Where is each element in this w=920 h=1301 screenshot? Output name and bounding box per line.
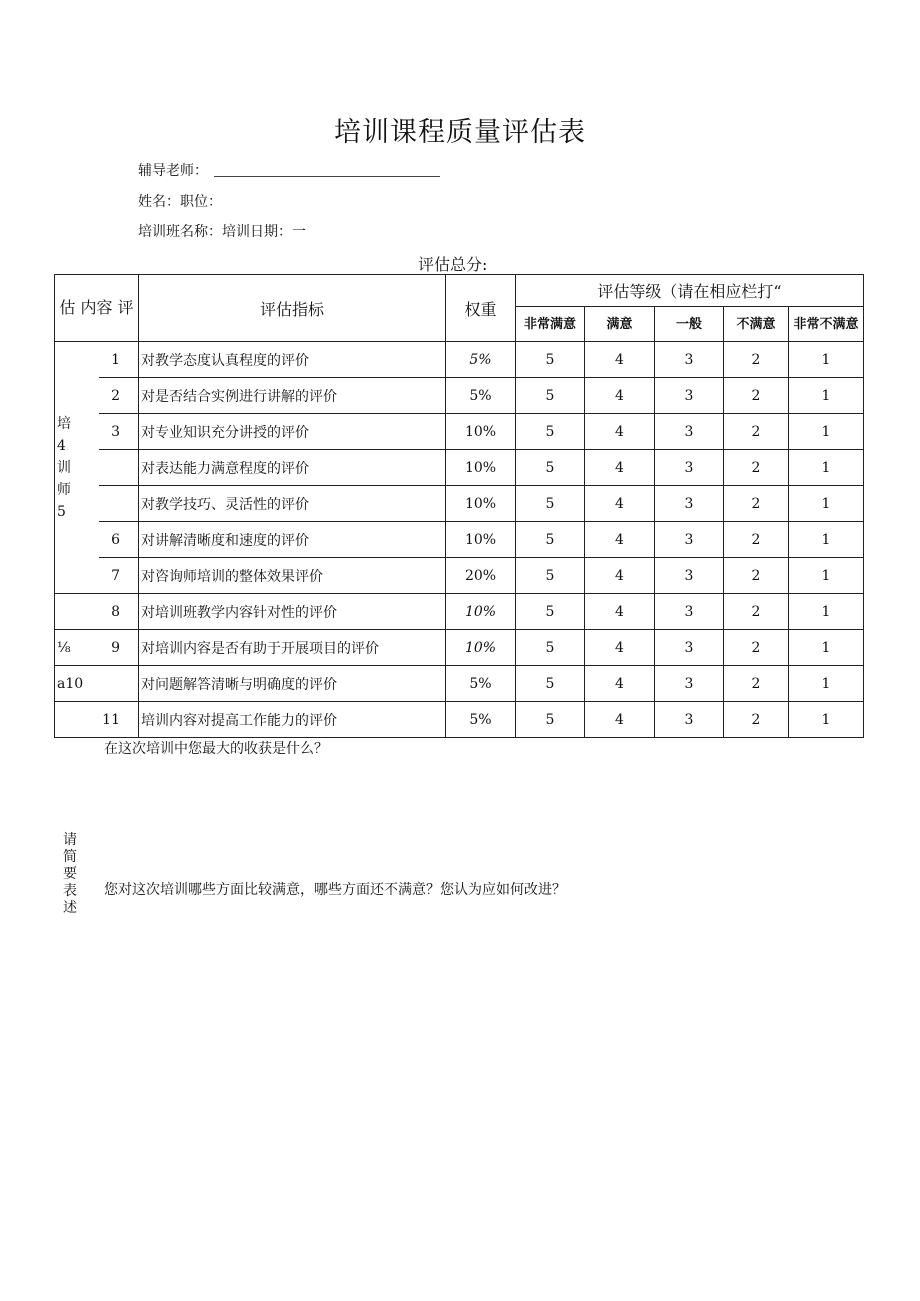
score-cell[interactable]: 4 <box>585 666 655 702</box>
score-cell[interactable]: 3 <box>655 666 724 702</box>
rating-header-very-unsatisfied: 非常不满意 <box>789 307 864 342</box>
indicator-cell: 对教学技巧、灵活性的评价 <box>139 486 446 522</box>
weight-cell: 10% <box>446 414 516 450</box>
score-cell[interactable]: 3 <box>655 630 724 666</box>
tutor-blank[interactable] <box>214 166 440 177</box>
score-cell[interactable]: 5 <box>516 414 585 450</box>
score-cell[interactable]: 2 <box>724 594 789 630</box>
name-label: 姓名：职位： <box>138 194 222 210</box>
table-row <box>55 522 864 558</box>
score-cell[interactable]: 2 <box>724 558 789 594</box>
weight-cell: 5% <box>446 378 516 414</box>
score-cell[interactable]: 3 <box>655 558 724 594</box>
row-number: 6 <box>99 522 139 558</box>
indicator-cell: 对专业知识充分讲授的评价 <box>139 414 446 450</box>
score-cell[interactable]: 3 <box>655 486 724 522</box>
table-row <box>55 450 864 486</box>
score-cell[interactable]: 1 <box>789 630 864 666</box>
score-cell[interactable]: 5 <box>516 522 585 558</box>
score-cell[interactable]: 1 <box>789 414 864 450</box>
class-label: 培训班名称：培训日期：一 <box>138 224 306 240</box>
category-cell <box>55 594 99 630</box>
row-number <box>99 486 139 522</box>
weight-cell: 5% <box>446 342 516 378</box>
indicator-cell: 对讲解清晰度和速度的评价 <box>139 522 446 558</box>
trainer-group-cell <box>55 342 99 594</box>
row-number: 7 <box>99 558 139 594</box>
page-title: 培训课程质量评估表 <box>334 117 586 148</box>
rating-header-very-satisfied: 非常满意 <box>516 307 585 342</box>
table-row <box>55 378 864 414</box>
question-satisfaction-improvement: 您对这次培训哪些方面比较满意，哪些方面还不满意？您认为应如何改进？ <box>104 882 566 898</box>
score-cell[interactable]: 1 <box>789 702 864 738</box>
score-cell[interactable]: 2 <box>724 378 789 414</box>
row-number <box>99 450 139 486</box>
score-cell[interactable]: 5 <box>516 702 585 738</box>
category-cell <box>55 702 99 738</box>
weight-cell: 10% <box>446 450 516 486</box>
rating-header-average: 一般 <box>655 307 724 342</box>
trainer-group-label: 培4 训 师5 <box>57 415 71 520</box>
score-cell[interactable]: 3 <box>655 594 724 630</box>
indicator-header: 评估指标 <box>139 275 446 342</box>
row-number: 3 <box>99 414 139 450</box>
score-cell[interactable]: 2 <box>724 450 789 486</box>
indicator-cell: 对是否结合实例进行讲解的评价 <box>139 378 446 414</box>
row-number: 9 <box>99 630 139 666</box>
score-cell[interactable]: 1 <box>789 378 864 414</box>
score-cell[interactable]: 2 <box>724 342 789 378</box>
category-header: 估 内容 评 <box>55 275 139 342</box>
score-cell[interactable]: 4 <box>585 378 655 414</box>
score-cell[interactable]: 4 <box>585 486 655 522</box>
category-cell: ⅛ <box>55 630 99 666</box>
score-cell[interactable]: 1 <box>789 666 864 702</box>
indicator-cell: 培训内容对提高工作能力的评价 <box>139 702 446 738</box>
weight-cell: 10% <box>446 630 516 666</box>
score-cell[interactable]: 2 <box>724 486 789 522</box>
score-cell[interactable]: 3 <box>655 702 724 738</box>
table-row <box>55 702 864 738</box>
score-cell[interactable]: 3 <box>655 450 724 486</box>
row-number <box>99 666 139 702</box>
score-cell[interactable]: 2 <box>724 666 789 702</box>
score-cell[interactable]: 4 <box>585 342 655 378</box>
score-cell[interactable]: 1 <box>789 594 864 630</box>
score-cell[interactable]: 1 <box>789 342 864 378</box>
indicator-cell: 对培训内容是否有助于开展项目的评价 <box>139 630 446 666</box>
question-biggest-gain: 在这次培训中您最大的收获是什么？ <box>104 741 328 757</box>
score-cell[interactable]: 5 <box>516 558 585 594</box>
table-row <box>55 414 864 450</box>
score-cell[interactable]: 5 <box>516 486 585 522</box>
row-number: 11 <box>99 702 139 738</box>
score-cell[interactable]: 4 <box>585 702 655 738</box>
score-cell[interactable]: 5 <box>516 594 585 630</box>
score-cell[interactable]: 4 <box>585 630 655 666</box>
score-cell[interactable]: 3 <box>655 378 724 414</box>
weight-cell: 20% <box>446 558 516 594</box>
table-row <box>55 666 864 702</box>
rating-header-unsatisfied: 不满意 <box>724 307 789 342</box>
weight-cell: 10% <box>446 594 516 630</box>
tutor-label: 辅导老师： <box>138 163 208 179</box>
tutor-line <box>138 160 440 180</box>
weight-cell: 5% <box>446 702 516 738</box>
score-cell[interactable]: 5 <box>516 342 585 378</box>
score-cell[interactable]: 1 <box>789 450 864 486</box>
score-cell[interactable]: 1 <box>789 486 864 522</box>
weight-cell: 10% <box>446 486 516 522</box>
score-cell[interactable]: 4 <box>585 594 655 630</box>
row-number: 1 <box>99 342 139 378</box>
table-row <box>55 558 864 594</box>
indicator-cell: 对表达能力满意程度的评价 <box>139 450 446 486</box>
score-cell[interactable]: 3 <box>655 414 724 450</box>
indicator-cell: 对咨询师培训的整体效果评价 <box>139 558 446 594</box>
row-number: 8 <box>99 594 139 630</box>
rating-header-satisfied: 满意 <box>585 307 655 342</box>
indicator-cell: 对问题解答清晰与明确度的评价 <box>139 666 446 702</box>
score-cell[interactable]: 2 <box>724 702 789 738</box>
table-row <box>55 342 864 378</box>
score-cell[interactable]: 5 <box>516 630 585 666</box>
category-cell: a10 <box>55 666 99 702</box>
evaluation-table <box>54 274 864 738</box>
score-cell[interactable]: 4 <box>585 522 655 558</box>
score-cell[interactable]: 3 <box>655 342 724 378</box>
score-cell[interactable]: 3 <box>655 522 724 558</box>
score-cell[interactable]: 4 <box>585 414 655 450</box>
score-cell[interactable]: 5 <box>516 378 585 414</box>
table-row <box>55 486 864 522</box>
table-row <box>55 630 864 666</box>
score-cell[interactable]: 2 <box>724 630 789 666</box>
indicator-cell: 对教学态度认真程度的评价 <box>139 342 446 378</box>
score-cell[interactable]: 2 <box>724 522 789 558</box>
score-cell[interactable]: 2 <box>724 414 789 450</box>
score-cell[interactable]: 1 <box>789 522 864 558</box>
indicator-cell: 对培训班教学内容针对性的评价 <box>139 594 446 630</box>
table-row <box>55 594 864 630</box>
score-cell[interactable]: 5 <box>516 666 585 702</box>
total-score-label: 评估总分: <box>418 255 488 274</box>
score-cell[interactable]: 4 <box>585 558 655 594</box>
score-cell[interactable]: 4 <box>585 450 655 486</box>
brief-description-label: 请简要表述 <box>63 832 77 916</box>
score-cell[interactable]: 1 <box>789 558 864 594</box>
weight-cell: 5% <box>446 666 516 702</box>
row-number: 2 <box>99 378 139 414</box>
weight-cell: 10% <box>446 522 516 558</box>
weight-header: 权重 <box>446 275 516 342</box>
rating-group-header: 评估等级（请在相应栏打“ <box>516 275 864 307</box>
score-cell[interactable]: 5 <box>516 450 585 486</box>
